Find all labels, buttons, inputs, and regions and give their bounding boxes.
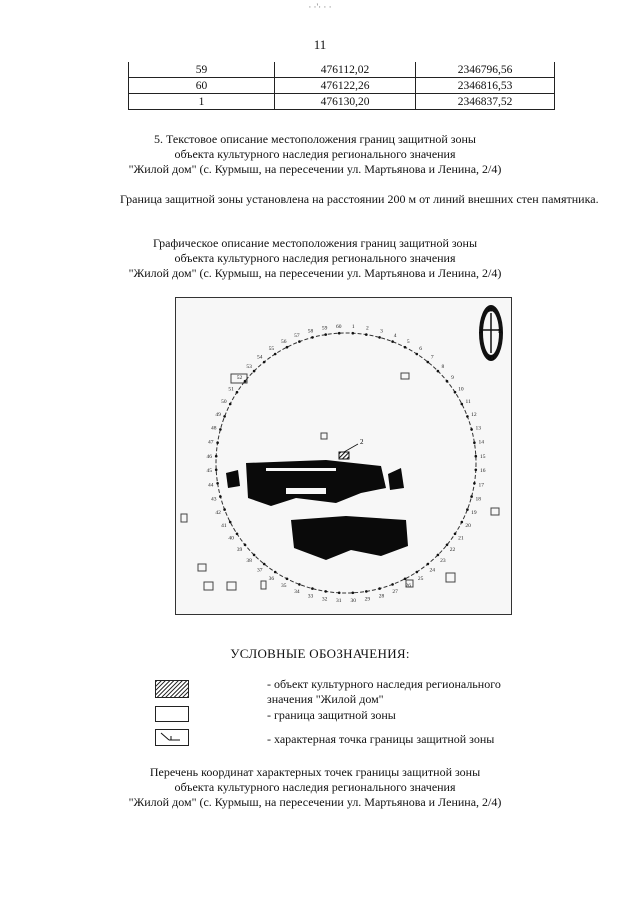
boundary-point-label: 20	[465, 523, 471, 530]
boundary-point	[378, 587, 381, 590]
boundary-point-label: 17	[478, 482, 485, 489]
boundary-point-label: 58	[307, 328, 314, 335]
boundary-point	[223, 508, 226, 511]
boundary-point	[219, 428, 222, 431]
table-cell: 60	[129, 78, 275, 94]
boundary-point-label: 14	[478, 439, 485, 446]
boundary-point-label: 33	[307, 593, 314, 600]
boundary-point	[391, 583, 394, 586]
boundary-point	[475, 469, 478, 472]
building	[181, 514, 187, 522]
heading-line: объекта культурного наследия регионального значения	[174, 147, 456, 161]
boundary-point	[473, 441, 476, 444]
boundary-point	[352, 332, 355, 335]
boundary-point-label: 18	[475, 496, 482, 503]
boundary-point-label: 39	[236, 547, 243, 554]
heading-line: "Жилой дом" (с. Курмыш, на пересечении ул. Мартьянова и Ленина, 2/4)	[128, 795, 502, 809]
boundary-point-label: 6	[419, 346, 422, 353]
heading-line: объекта культурного наследия регионального значения	[174, 780, 456, 794]
boundary-point-label: 19	[471, 510, 477, 517]
boundary-point-label: 11	[465, 398, 471, 405]
heading-line: "Жилой дом" (с. Курмыш, на пересечении ул. Мартьянова и Ленина, 2/4)	[128, 266, 502, 280]
boundary-point-label: 5	[406, 338, 410, 345]
boundary-point-label: 29	[364, 596, 371, 603]
heading-line: объекта культурного наследия регионального значения	[174, 251, 456, 265]
boundary-point	[216, 441, 219, 444]
page-number: 11	[313, 37, 327, 52]
boundary-point-label: 28	[378, 593, 385, 600]
boundary-point	[298, 583, 301, 586]
boundary-point-label: 12	[471, 411, 477, 418]
legend-label-line: значения "Жилой дом"	[267, 692, 384, 706]
heritage-object	[339, 452, 349, 459]
boundary-point-label: 59	[321, 325, 328, 332]
boundary-point	[324, 333, 327, 336]
boundary-point	[475, 455, 478, 458]
boundary-point	[352, 592, 355, 595]
boundary-point	[461, 403, 464, 406]
boundary-point	[229, 521, 232, 524]
building	[401, 373, 409, 379]
boundary-point	[461, 521, 464, 524]
boundary-point	[274, 571, 277, 574]
building	[198, 564, 206, 571]
boundary-point-label: 52	[236, 374, 243, 381]
boundary-point-label: 34	[294, 588, 300, 595]
boundary-point-label: 9	[451, 374, 454, 381]
point-marker-glyph	[156, 730, 188, 745]
boundary-point-label: 8	[441, 364, 445, 371]
boundary-point-label: 27	[392, 588, 398, 595]
boundary-point	[470, 495, 473, 498]
boundary-point-label: 54	[257, 354, 263, 361]
building	[227, 582, 236, 590]
zone-map-drawing	[176, 298, 511, 614]
scan-mark: · ·'· · ·	[308, 2, 332, 12]
boundary-point	[466, 508, 469, 511]
building	[204, 582, 213, 590]
boundary-point	[236, 391, 239, 394]
zone-description-paragraph: Граница защитной зоны установлена на расстоянии 200 м от линий внешних стен памятника.	[120, 192, 599, 206]
building	[261, 581, 266, 589]
boundary-point	[223, 415, 226, 418]
boundary-point	[286, 578, 289, 581]
boundary-point-label: 26	[405, 583, 411, 590]
built-up-block	[246, 460, 386, 506]
boundary-point-label: 44	[207, 482, 214, 489]
boundary-point-label: 37	[257, 567, 263, 574]
table-cell: 1	[129, 94, 275, 110]
boundary-point-label: 45	[206, 468, 212, 475]
boundary-point-label: 60	[336, 324, 342, 331]
boundary-point-label: 36	[268, 575, 275, 582]
legend-label-line: - объект культурного наследия регионального	[267, 677, 501, 691]
boundary-point	[298, 340, 301, 343]
boundary-point	[236, 533, 239, 536]
boundary-point-label: 48	[210, 425, 217, 432]
boundary-point-label: 24	[429, 567, 435, 574]
boundary-point-label: 30	[350, 597, 356, 604]
boundary-point	[466, 415, 469, 418]
table-cell: 2346816,53	[416, 78, 555, 94]
boundary-point-label: 38	[246, 557, 252, 564]
compass-west-label: З	[479, 329, 483, 335]
table-cell: 2346837,52	[416, 94, 555, 110]
building	[321, 433, 327, 439]
compass-rose	[479, 305, 503, 362]
object-leader	[344, 444, 358, 452]
boundary-point	[454, 391, 457, 394]
boundary-point	[365, 333, 368, 336]
boundary-point-label: 55	[268, 346, 275, 353]
boundary-point-label: 21	[458, 535, 464, 542]
boundary-point-label: 35	[281, 583, 287, 590]
table-cell: 2346796,56	[416, 62, 555, 78]
boundary-point-label: 47	[207, 439, 214, 446]
legend-label: - граница защитной зоны	[267, 708, 396, 722]
boundary-point	[416, 571, 419, 574]
graphic-heading	[80, 236, 550, 281]
legend-label	[267, 677, 567, 707]
boundary-point-label: 16	[480, 468, 486, 475]
compass-east-label: В	[498, 329, 503, 335]
boundary-point-label: 7	[430, 354, 434, 361]
boundary-point	[263, 361, 266, 364]
boundary-point	[365, 590, 368, 593]
boundary-point	[229, 403, 232, 406]
section-heading	[80, 132, 550, 177]
boundary-point-label: 53	[246, 364, 252, 371]
heading-line: 5. Текстовое описание местоположения границ защитной зоны	[154, 132, 476, 146]
boundary-point-label: 22	[449, 547, 456, 554]
boundary-point	[253, 370, 256, 373]
boundary-point	[324, 590, 327, 593]
boundary-point	[416, 353, 419, 356]
table-row	[129, 62, 555, 78]
heading-line: "Жилой дом" (с. Курмыш, на пересечении ул. Мартьянова и Ленина, 2/4)	[128, 162, 502, 176]
boundary-point-label: 13	[475, 425, 482, 432]
street-gap	[286, 488, 326, 494]
boundary-point-label: 25	[417, 575, 424, 582]
boundary-point-label: 50	[221, 398, 227, 405]
table-cell: 476130,20	[275, 94, 416, 110]
boundary-point-label: 32	[321, 596, 328, 603]
boundary-point	[216, 482, 219, 485]
boundary-point	[437, 370, 440, 373]
boundary-point-label: 51	[228, 386, 234, 393]
boundary-point	[391, 340, 394, 343]
boundary-point-label: 46	[206, 453, 212, 460]
boundary-point	[437, 554, 440, 557]
building	[446, 573, 455, 582]
boundary-point	[427, 563, 430, 566]
boundary-point	[378, 336, 381, 339]
boundary-point-label: 49	[215, 411, 221, 418]
coordinates-table	[128, 62, 555, 110]
street-gap	[266, 468, 336, 471]
compass-north-label: С	[488, 308, 493, 314]
boundary-point-label: 56	[281, 338, 287, 345]
boundary-point	[311, 587, 314, 590]
legend-label: - характерная точка границы защитной зоны	[267, 732, 495, 746]
zone-map	[175, 297, 512, 615]
boundary-point	[470, 428, 473, 431]
boundary-point	[338, 592, 341, 595]
legend-title: УСЛОВНЫЕ ОБОЗНАЧЕНИЯ:	[230, 646, 410, 661]
boundary-point	[244, 380, 247, 383]
boundary-point-label: 43	[210, 496, 217, 503]
boundary-point	[311, 336, 314, 339]
boundary-point	[404, 346, 407, 349]
empty-rectangle-icon	[155, 706, 189, 722]
boundary-point-label: 23	[440, 557, 446, 564]
table-cell: 476122,26	[275, 78, 416, 94]
boundary-point-label: 2	[366, 325, 369, 332]
boundary-point	[215, 455, 218, 458]
boundary-point-label: 3	[380, 328, 383, 335]
boundary-point	[263, 563, 266, 566]
boundary-point	[473, 482, 476, 485]
boundary-point-label: 10	[458, 386, 464, 393]
compass-south-label: Ю	[488, 356, 495, 362]
point-marker-icon	[155, 729, 189, 746]
boundary-point	[338, 332, 341, 335]
heading-line: Графическое описание местоположения границ защитной зоны	[152, 236, 478, 250]
object-label: 2	[360, 438, 364, 446]
table-row	[129, 94, 555, 110]
built-up-block	[388, 468, 404, 490]
boundary-point-label: 4	[393, 333, 397, 340]
boundary-point	[219, 495, 222, 498]
boundary-point-label: 41	[221, 523, 227, 530]
boundary-point-label: 1	[351, 324, 355, 331]
hatched-rectangle-icon	[155, 680, 189, 698]
boundary-point	[215, 469, 218, 472]
boundary-point-label: 40	[228, 535, 234, 542]
boundary-point	[446, 544, 449, 547]
boundary-point-label: 31	[336, 597, 342, 604]
boundary-point	[253, 554, 256, 557]
boundary-point-label: 57	[294, 333, 300, 340]
boundary-point	[274, 353, 277, 356]
boundary-point	[286, 346, 289, 349]
coordinates-list-heading	[80, 765, 550, 810]
built-up-area	[226, 460, 408, 560]
heading-line: Перечень координат характерных точек границы защитной зоны	[149, 765, 481, 779]
boundary-point	[244, 544, 247, 547]
built-up-block	[226, 470, 240, 488]
boundary-point	[446, 380, 449, 383]
boundary-point	[454, 533, 457, 536]
boundary-point-label: 42	[215, 510, 221, 517]
table-cell: 59	[129, 62, 275, 78]
boundary-point	[404, 578, 407, 581]
building	[491, 508, 499, 515]
boundary-point-label: 15	[480, 453, 486, 460]
built-up-block	[291, 516, 408, 560]
boundary-point	[427, 361, 430, 364]
table-row	[129, 78, 555, 94]
table-cell: 476112,02	[275, 62, 416, 78]
